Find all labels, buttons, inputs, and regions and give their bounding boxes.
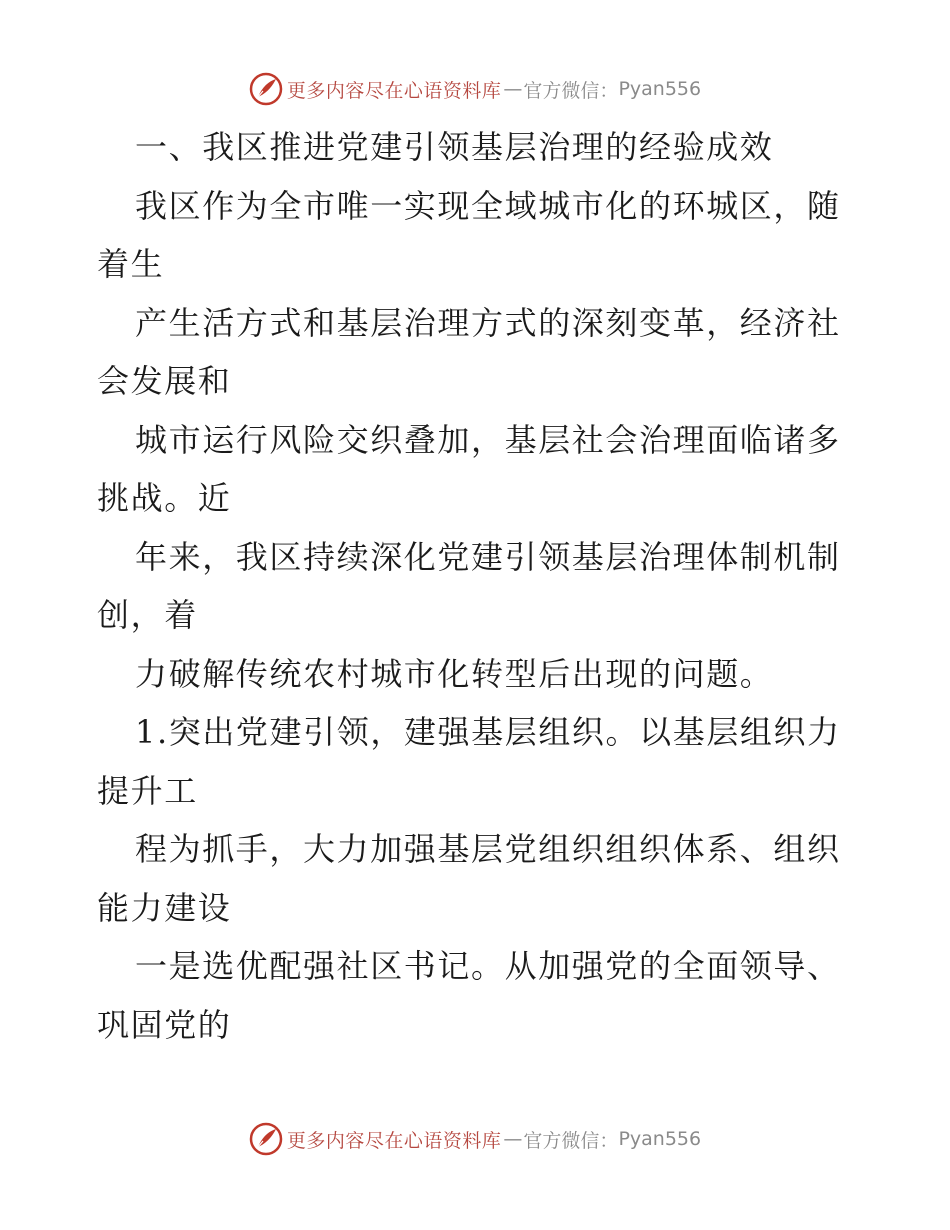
body-paragraph: 年来，我区持续深化党建引领基层治理体制机制创，着 — [97, 537, 841, 634]
body-paragraph: 1.突出党建引领，建强基层组织。以基层组织力提升工 — [97, 713, 841, 810]
watermark-wechat-id: Pyan556 — [618, 1128, 702, 1150]
feather-pen-logo-icon — [249, 72, 283, 106]
body-paragraph: 我区作为全市唯一实现全域城市化的环城区，随着生 — [97, 186, 841, 283]
body-paragraph: 城市运行风险交织叠加，基层社会治理面临诸多挑战。近 — [97, 420, 841, 517]
body-paragraph: 一是选优配强社区书记。从加强党的全面领导、巩固党的 — [97, 947, 841, 1044]
watermark-wechat-id: Pyan556 — [618, 78, 702, 100]
document-body — [97, 118, 857, 1054]
body-paragraph: 力破解传统农村城市化转型后出现的问题。 — [135, 654, 774, 693]
watermark-separator: — — [503, 1128, 522, 1150]
watermark-separator: — — [503, 78, 522, 100]
watermark-wechat-label: 官方微信： — [523, 1129, 619, 1152]
section-heading: 一、我区推进党建引领基层治理的经验成效 — [135, 128, 774, 166]
watermark-wechat-label: 官方微信： — [523, 79, 619, 102]
watermark-brand-text: 更多内容尽在心语资料库 — [286, 1129, 502, 1152]
header-watermark — [0, 72, 950, 106]
feather-pen-logo-icon — [249, 1122, 283, 1156]
body-paragraph: 产生活方式和基层治理方式的深刻变革，经济社会发展和 — [97, 303, 841, 400]
footer-watermark — [0, 1122, 950, 1156]
body-paragraph: 程为抓手，大力加强基层党组织组织体系、组织能力建设 — [97, 830, 841, 927]
watermark-brand-text: 更多内容尽在心语资料库 — [286, 79, 502, 102]
